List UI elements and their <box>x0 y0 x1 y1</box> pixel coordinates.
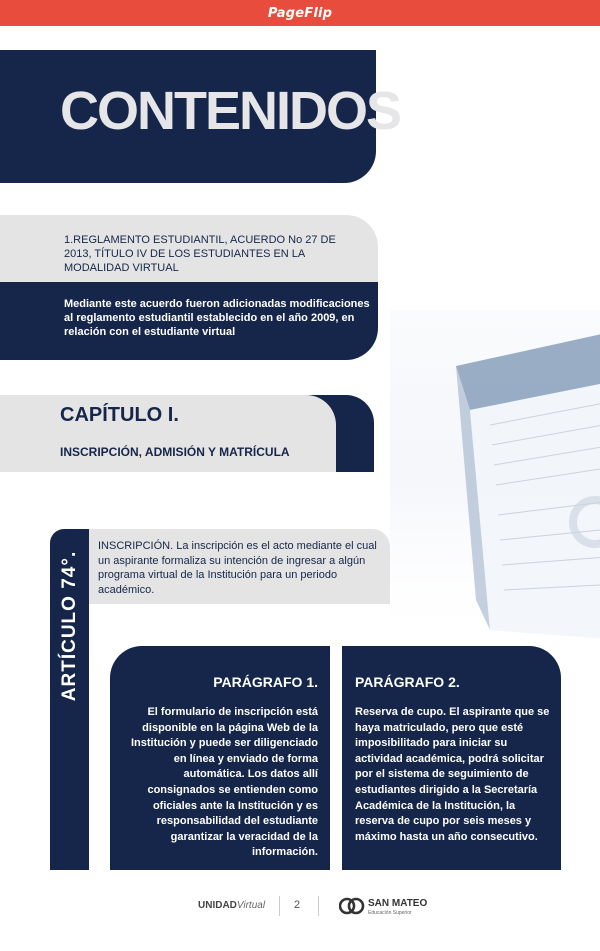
brand-label: PageFlip <box>267 5 333 21</box>
footer-divider <box>279 896 280 916</box>
articulo-label: ARTÍCULO 74°. <box>59 550 80 702</box>
reglamento-title: 1.REGLAMENTO ESTUDIANTIL, ACUERDO No 27 DE 2013, TÍTULO IV DE LOS ESTUDIANTES EN LA MODALIDAD VIRTUAL <box>64 234 336 274</box>
unidad-virtual-logo: UNIDADVirtual <box>198 900 266 911</box>
form-folder-image <box>380 300 600 660</box>
paragrafo-2-body: Reserva de cupo. El aspirante que se haya matriculado, pero que esté imposibilitado para iniciar su actividad académica, podrá solicitar por el sistema de seguimiento de estudiantes dirigido a la Secretaría Académica de la Institución, la reserva de cupo por seis meses y máximo hasta un año consecutivo. <box>355 706 550 843</box>
paragrafo-1-title: PARÁGRAFO 1. <box>213 674 318 690</box>
footer-divider <box>318 896 319 916</box>
paragrafo-2-card <box>342 646 561 870</box>
institution-subtitle: Educación Superior <box>368 910 412 916</box>
inscripcion-text: INSCRIPCIÓN. La inscripción es el acto mediante el cual un aspirante formaliza su intención de ingresar a algún programa virtual de la Institución para un periodo académico. <box>98 540 377 596</box>
san-mateo-logo-icon <box>339 895 365 917</box>
paragrafo-1-card <box>110 646 330 870</box>
reglamento-description: Mediante este acuerdo fueron adicionadas modificaciones al reglamento estudiantil establecido en el año 2009, en relación con el estudiante virtual <box>64 298 370 338</box>
paragrafo-2-title: PARÁGRAFO 2. <box>355 674 460 690</box>
institution-name: SAN MATEO <box>368 898 428 909</box>
footer <box>0 893 600 919</box>
capitulo-subtitle: INSCRIPCIÓN, ADMISIÓN Y MATRÍCULA <box>60 445 290 459</box>
paragrafo-1-body: El formulario de inscripción está disponible en la página Web de la Institución y puede ser diligenciado en línea y enviado de forma automática. Los datos allí consignados se entienden como oficiales ante la Institución y es responsabilidad del estudiante garantizar la veracidad de la información. <box>130 706 318 859</box>
page-title: CONTENIDOS <box>60 81 401 141</box>
capitulo-title: CAPÍTULO I. <box>60 404 179 426</box>
top-bar <box>0 0 600 26</box>
page-number: 2 <box>294 899 301 911</box>
